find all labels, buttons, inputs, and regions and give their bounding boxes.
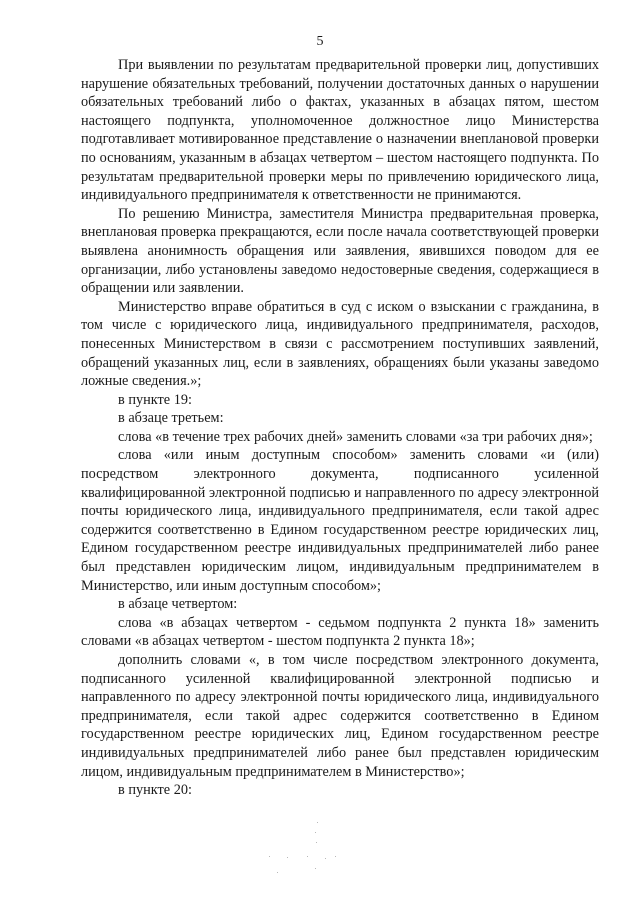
paragraph-third-subparagraph: в абзаце третьем: [118, 410, 224, 427]
scan-speck [277, 872, 278, 873]
paragraph-item-19: в пункте 19: [118, 391, 192, 408]
scan-speck [269, 856, 270, 857]
paragraph-replace-other-means: слова «или иным доступным способом» заменить словами «и (или) посредством электронного документа, подписанного усиленной квалифицированной электронной подписью и направленного по адресу электронной почты юридического лица, индивидуального предпринимателя, если такой адрес содержится соответственно в Едином государственном реестре юридических лиц, Едином государственном реестре индивидуальных предпринимателей либо ранее был представлен юридическим лицом, индивидуальным предпринимателем в Министерство, или иным доступным способом»; [81, 447, 599, 594]
scan-artifacts [255, 820, 345, 890]
paragraph-lawsuit-right: Министерство вправе обратиться в суд с иском о взыскании с гражданина, в том числе с юридического лица, индивидуального предпринимателя, расходов, понесенных Министерством в связи с рассмотрением поступивших заявлений, обращений указанных лиц, если в заявлениях, обращениях были указаны заведомо ложные сведения.»; [81, 298, 599, 390]
scan-speck [325, 858, 326, 859]
scan-speck [335, 856, 336, 857]
scan-speck [315, 832, 316, 833]
scan-speck [287, 857, 288, 858]
paragraph-item-20: в пункте 20: [118, 782, 192, 799]
paragraph-preliminary-check-result: При выявлении по результатам предварительной проверки лиц, допустивших нарушение обязательных требований, получении достаточных данных о нарушении обязательных требований либо о фактах, указанных в абзацах пятом, шестом настоящего подпункта, уполномоченное должностное лицо Министерства подготавливает мотивированное представление о назначении внеплановой проверки по основаниям, указанным в абзацах четвертом – шестом настоящего подпункта. По результатам предварительной проверки меры по привлечению юридического лица, индивидуального предпринимателя к ответственности не принимаются. [81, 57, 599, 204]
scan-speck [316, 842, 317, 843]
document-body [81, 56, 599, 800]
scan-speck [315, 868, 316, 869]
paragraph-supplement-electronic-document: дополнить словами «, в том числе посредством электронного документа, подписанного усиленной квалифицированной электронной подписью и направленного по адресу электронной почты юридического лица, индивидуального предпринимателя, если такой адрес содержится соответственно в Едином государственном реестре юридических лиц, Едином государственном реестре индивидуальных предпринимателей либо ранее был представлен юридическим лицом, индивидуальным предпринимателем в Министерство»; [81, 652, 599, 780]
scan-speck [307, 856, 308, 857]
paragraph-replace-subparagraph-reference: слова «в абзацах четвертом - седьмом подпункта 2 пункта 18» заменить словами «в абзацах четвертом - шестом подпункта 2 пункта 18»; [81, 614, 599, 650]
page-number: 5 [316, 34, 324, 49]
paragraph-check-termination: По решению Министра, заместителя Министра предварительная проверка, внеплановая проверка прекращаются, если после начала соответствующей проверки выявлена анонимность обращения или заявления, явившихся поводом для ее организации, либо установлены заведомо недостоверные сведения, содержащиеся в обращении или заявлении. [81, 205, 599, 297]
scan-speck [317, 822, 318, 823]
paragraph-fourth-subparagraph: в абзаце четвертом: [118, 596, 238, 613]
paragraph-replace-three-days: слова «в течение трех рабочих дней» заменить словами «за три рабочих дня»; [118, 428, 593, 445]
